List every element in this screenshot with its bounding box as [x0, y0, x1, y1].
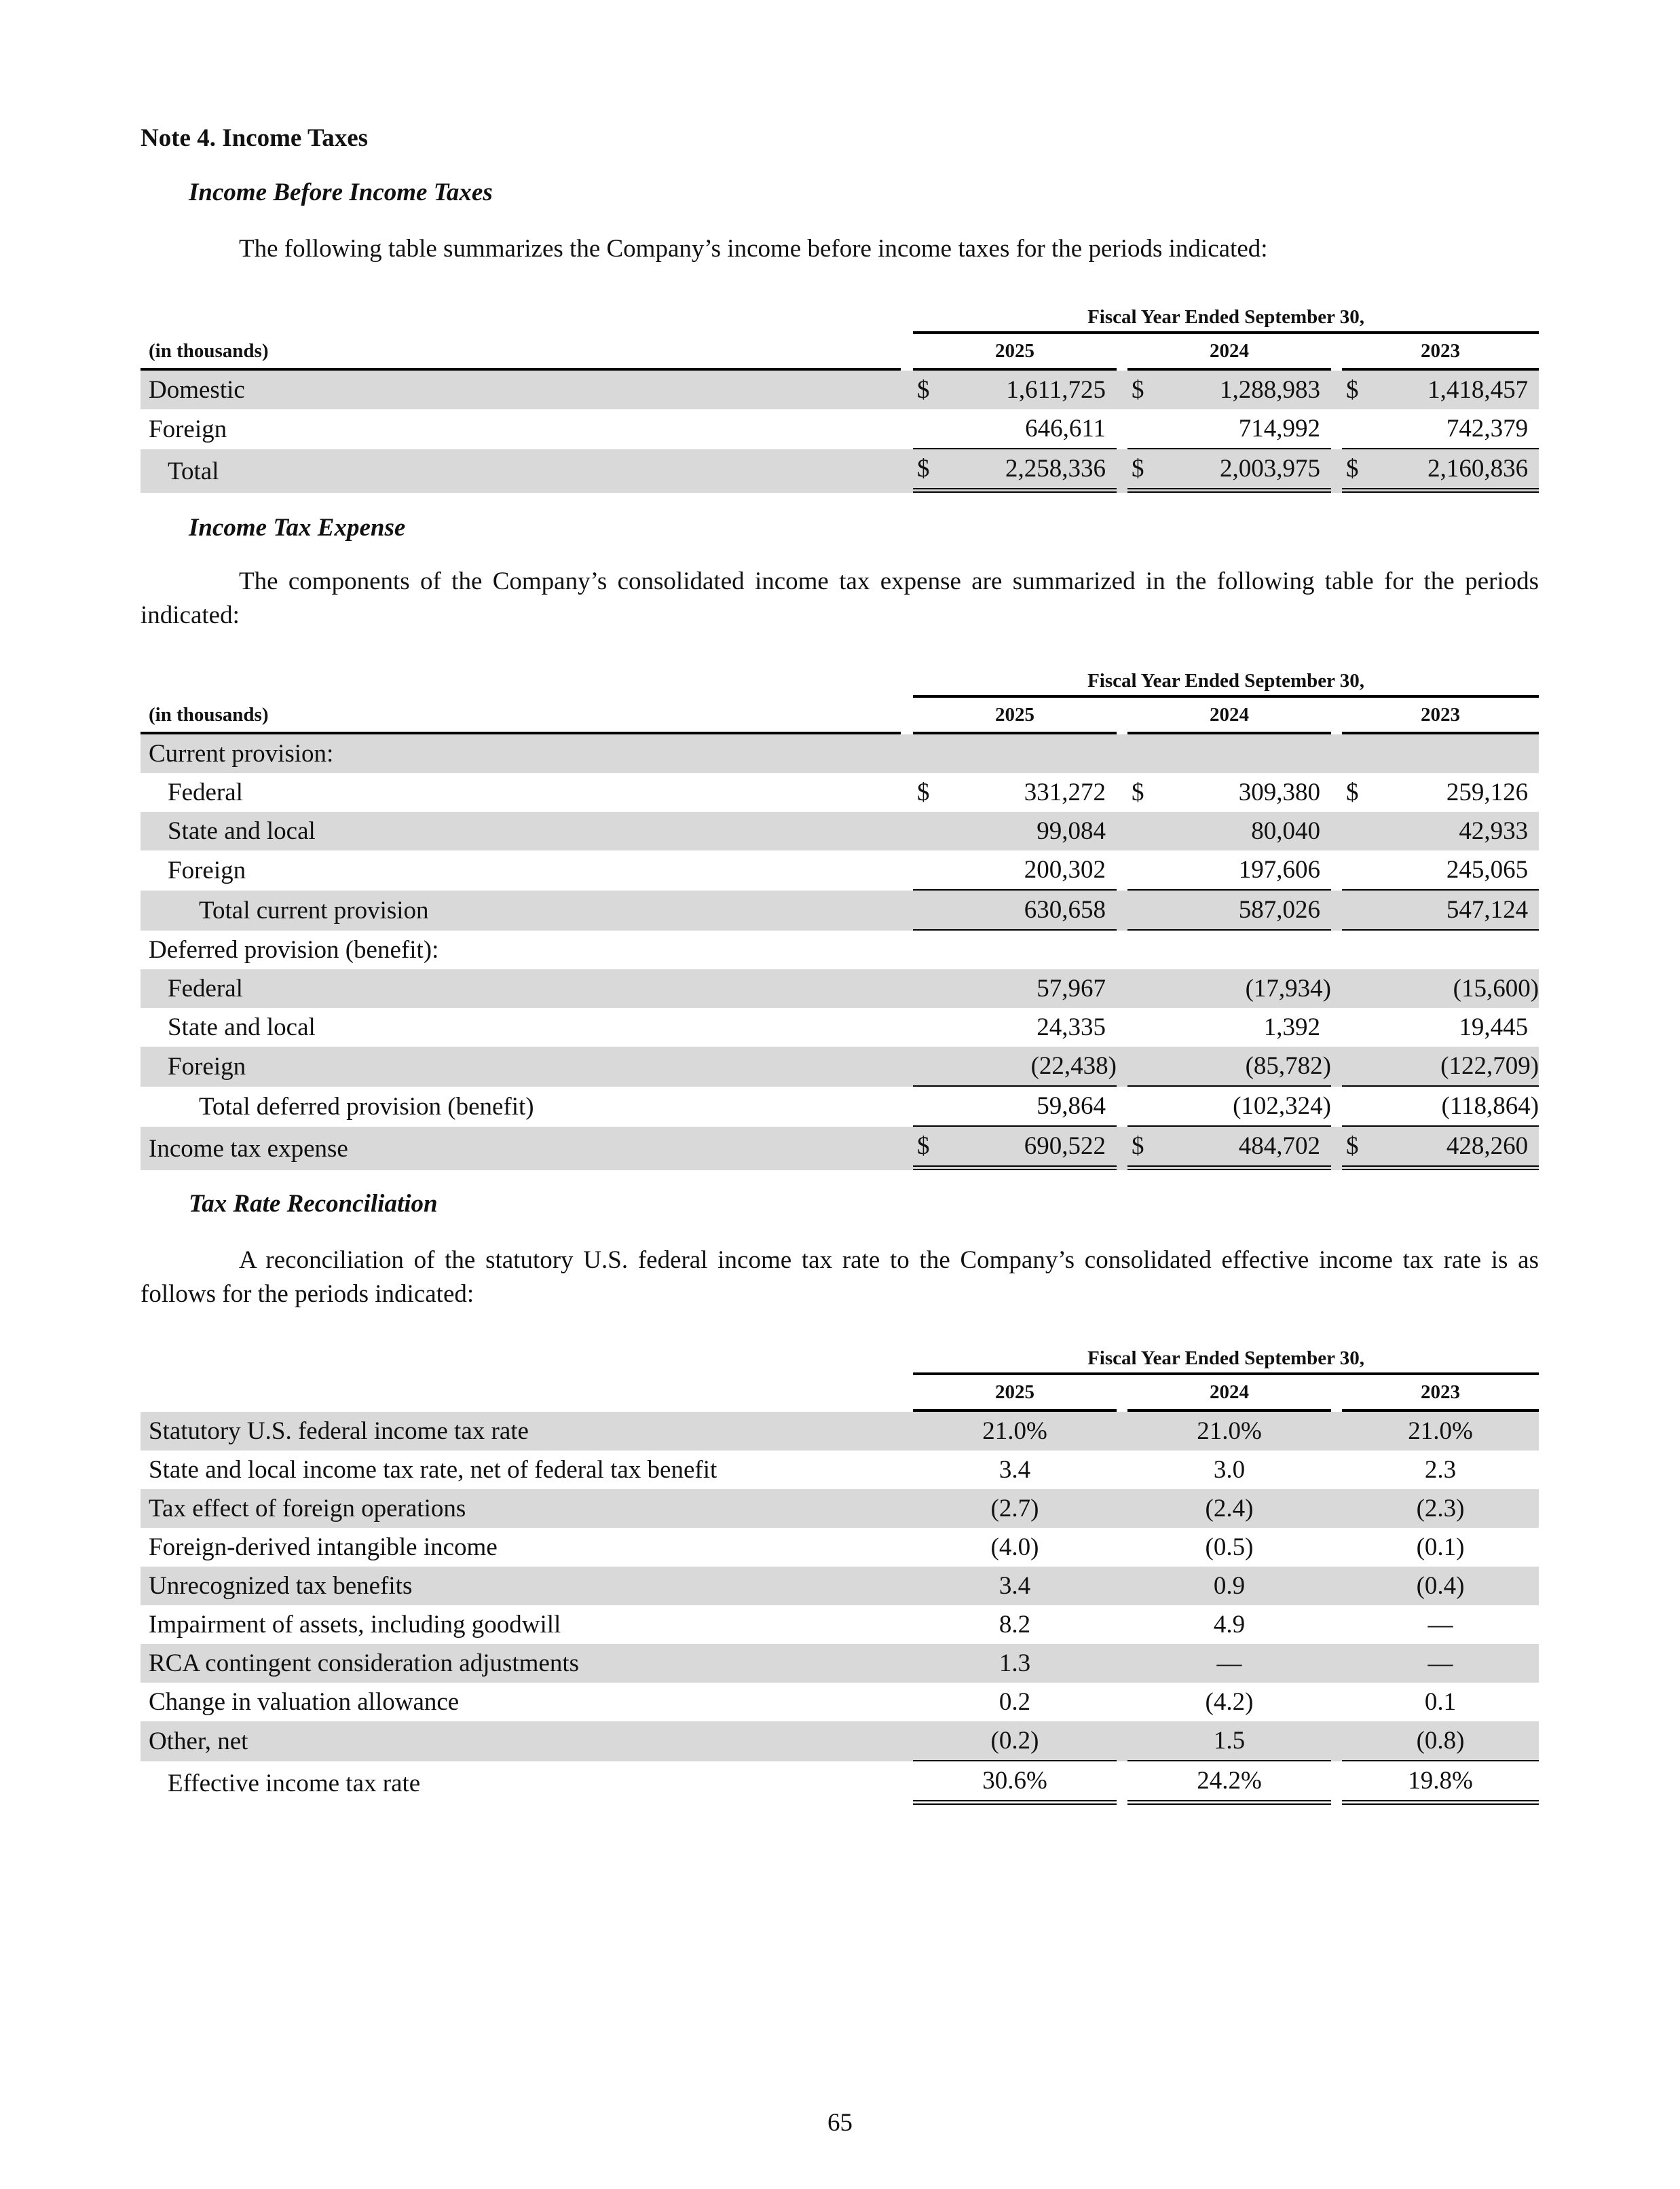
- table-row: [141, 1528, 1539, 1567]
- section-title-income-before-taxes: Income Before Income Taxes: [189, 179, 493, 206]
- currency-symbol: $: [1132, 1132, 1144, 1160]
- value-cell: [1342, 1127, 1539, 1170]
- cell-value: 21.0%: [1342, 1412, 1539, 1451]
- cell-value: 0.9: [1127, 1567, 1331, 1605]
- cell-value: 42,933: [1342, 812, 1539, 850]
- cell-value: 742,379: [1342, 409, 1539, 449]
- cell-value: 259,126: [1446, 779, 1529, 806]
- value-cell: [1127, 449, 1331, 493]
- cell-value: (0.5): [1205, 1533, 1254, 1561]
- cell-value: 2.3: [1424, 1456, 1457, 1484]
- table-row: [141, 1567, 1539, 1605]
- cell-value: (85,782): [1127, 1047, 1331, 1087]
- row-label: Total current provision: [141, 891, 901, 931]
- cell-value: 57,967: [913, 969, 1117, 1008]
- fiscal-year-header: Fiscal Year Ended September 30,: [913, 667, 1539, 698]
- row-label: Domestic: [141, 371, 901, 409]
- year-header: 2024: [1127, 1375, 1331, 1412]
- table-row: [141, 931, 1539, 969]
- table-row: [141, 734, 1539, 773]
- currency-symbol: $: [1346, 455, 1359, 483]
- cell-value: 1,288,983: [1220, 376, 1320, 404]
- cell-value: —: [1342, 1644, 1539, 1683]
- cell-value: 197,606: [1127, 850, 1331, 891]
- currency-symbol: $: [917, 779, 930, 806]
- cell-value: 2,258,336: [1005, 455, 1106, 483]
- year-header: 2025: [913, 1375, 1117, 1412]
- cell-value: (4.2): [1205, 1688, 1254, 1716]
- value-cell: [1127, 1127, 1331, 1170]
- table-row: [141, 1451, 1539, 1489]
- tax-rate-reconciliation-table: [141, 1344, 1539, 1805]
- row-label: State and local income tax rate, net of federal tax benefit: [149, 1456, 717, 1484]
- row-label: Income tax expense: [141, 1127, 901, 1170]
- row-label: Change in valuation allowance: [149, 1688, 460, 1716]
- year-header: 2023: [1342, 1375, 1539, 1412]
- row-label: Effective income tax rate: [168, 1769, 421, 1797]
- table-row: [141, 1127, 1539, 1170]
- cell-value: 587,026: [1127, 891, 1331, 931]
- row-label: Unrecognized tax benefits: [141, 1567, 901, 1605]
- table-row: [141, 812, 1539, 850]
- row-label: Current provision:: [141, 734, 901, 773]
- cell-value: 30.6%: [913, 1761, 1117, 1805]
- cell-value: 24.2%: [1127, 1761, 1331, 1805]
- cell-value: 24,335: [1037, 1013, 1106, 1041]
- cell-value: 331,272: [1024, 779, 1106, 806]
- year-header: 2025: [913, 698, 1117, 734]
- currency-symbol: $: [1346, 1132, 1359, 1160]
- currency-symbol: $: [1132, 376, 1144, 404]
- table-row: [141, 850, 1539, 891]
- cell-value: —: [1127, 1644, 1331, 1683]
- section-intro-tax-rate-reconciliation: A reconciliation of the statutory U.S. federal income tax rate to the Company’s consolidated effective income tax rate is as follows for the periods indicated:: [141, 1246, 1539, 1308]
- cell-value: 2,160,836: [1427, 455, 1529, 483]
- cell-value: 0.1: [1424, 1688, 1457, 1716]
- section-intro-income-tax-expense: The components of the Company’s consolidated income tax expense are summarized in the following table for the periods indicated:: [141, 567, 1539, 629]
- cell-value: 2,003,975: [1220, 455, 1320, 483]
- year-header: 2025: [913, 334, 1117, 371]
- currency-symbol: $: [917, 1132, 930, 1160]
- cell-value: (102,324): [1127, 1087, 1331, 1127]
- cell-value: 714,992: [1127, 409, 1331, 449]
- cell-value: 690,522: [1024, 1132, 1106, 1160]
- cell-value: 19.8%: [1342, 1761, 1539, 1805]
- value-cell: [913, 449, 1117, 493]
- cell-value: (0.1): [1416, 1533, 1465, 1561]
- row-label: Foreign: [168, 857, 246, 884]
- cell-value: 309,380: [1238, 779, 1320, 806]
- cell-value: (122,709): [1342, 1047, 1539, 1087]
- row-label: Federal: [141, 969, 901, 1008]
- row-label: Federal: [168, 779, 243, 806]
- cell-value: 1.3: [913, 1644, 1117, 1683]
- cell-value: (2.7): [913, 1489, 1117, 1528]
- row-label: Impairment of assets, including goodwill: [149, 1611, 561, 1639]
- value-cell: [913, 1127, 1117, 1170]
- row-label: State and local: [141, 812, 901, 850]
- cell-value: 80,040: [1127, 812, 1331, 850]
- currency-symbol: $: [1132, 779, 1144, 806]
- row-label: Total: [141, 449, 901, 493]
- table-row: [141, 1644, 1539, 1683]
- year-header: 2023: [1342, 334, 1539, 371]
- cell-value: (0.2): [913, 1721, 1117, 1761]
- cell-value: (2.4): [1127, 1489, 1331, 1528]
- table-row: [141, 1008, 1539, 1047]
- cell-value: 99,084: [913, 812, 1117, 850]
- cell-value: 19,445: [1459, 1013, 1529, 1041]
- value-cell: [1127, 773, 1331, 812]
- cell-value: 1,611,725: [1006, 376, 1106, 404]
- row-label: Foreign: [141, 1047, 901, 1087]
- table-row: [141, 1605, 1539, 1644]
- cell-value: 3.0: [1213, 1456, 1246, 1484]
- row-label: Foreign: [149, 415, 227, 443]
- unit-label: (in thousands): [141, 334, 901, 371]
- table-row: [141, 409, 1539, 449]
- section-title-income-tax-expense: Income Tax Expense: [189, 514, 406, 542]
- year-header: 2023: [1342, 698, 1539, 734]
- currency-symbol: $: [1346, 779, 1359, 806]
- income-before-taxes-table: [141, 303, 1539, 493]
- cell-value: 200,302: [913, 850, 1117, 891]
- cell-value: 4.9: [1213, 1611, 1246, 1639]
- table-row: [141, 1412, 1539, 1451]
- cell-value: (0.4): [1342, 1567, 1539, 1605]
- cell-value: 3.4: [913, 1567, 1117, 1605]
- income-tax-expense-table: [141, 667, 1539, 1170]
- table-row: [141, 1047, 1539, 1087]
- table-row: [141, 1683, 1539, 1721]
- value-cell: [1342, 371, 1539, 409]
- row-label: Other, net: [141, 1721, 901, 1761]
- currency-symbol: $: [917, 455, 930, 483]
- cell-value: 245,065: [1342, 850, 1539, 891]
- currency-symbol: $: [917, 376, 930, 404]
- table-row: [141, 1721, 1539, 1761]
- row-label: RCA contingent consideration adjustments: [141, 1644, 901, 1683]
- cell-value: 646,611: [913, 409, 1117, 449]
- table-row: [141, 969, 1539, 1008]
- cell-value: 1,418,457: [1427, 376, 1529, 404]
- cell-value: (0.8): [1342, 1721, 1539, 1761]
- cell-value: 428,260: [1446, 1132, 1529, 1160]
- note-title: Note 4. Income Taxes: [141, 124, 369, 152]
- value-cell: [913, 773, 1117, 812]
- cell-value: (4.0): [990, 1533, 1039, 1561]
- currency-symbol: $: [1132, 455, 1144, 483]
- fiscal-year-header: Fiscal Year Ended September 30,: [913, 1344, 1539, 1375]
- table-row: [141, 891, 1539, 931]
- currency-symbol: $: [1346, 376, 1359, 404]
- cell-value: 1.5: [1127, 1721, 1331, 1761]
- value-cell: [1127, 371, 1331, 409]
- row-label: Deferred provision (benefit):: [149, 936, 439, 964]
- cell-value: 59,864: [913, 1087, 1117, 1127]
- cell-value: (118,864): [1342, 1087, 1539, 1127]
- fiscal-year-header: Fiscal Year Ended September 30,: [913, 303, 1539, 334]
- section-intro-income-before-taxes: The following table summarizes the Company’s income before income taxes for the periods indicated:: [239, 235, 1268, 263]
- unit-label: (in thousands): [141, 698, 901, 734]
- cell-value: 3.4: [998, 1456, 1031, 1484]
- row-label: State and local: [168, 1013, 316, 1041]
- table-row: [141, 1087, 1539, 1127]
- cell-value: 0.2: [998, 1688, 1031, 1716]
- table-row: [141, 1761, 1539, 1805]
- cell-value: (15,600): [1342, 969, 1539, 1008]
- cell-value: 8.2: [998, 1611, 1031, 1639]
- value-cell: [1342, 449, 1539, 493]
- table-row: [141, 773, 1539, 812]
- table-row: [141, 1489, 1539, 1528]
- page-number: 65: [827, 2109, 853, 2137]
- cell-value: (2.3): [1342, 1489, 1539, 1528]
- year-header: 2024: [1127, 334, 1331, 371]
- value-cell: [1342, 773, 1539, 812]
- cell-value: —: [1427, 1611, 1453, 1639]
- table-row: [141, 449, 1539, 493]
- cell-value: 1,392: [1263, 1013, 1320, 1041]
- row-label: Total deferred provision (benefit): [199, 1093, 534, 1121]
- cell-value: (22,438): [913, 1047, 1117, 1087]
- year-header: 2024: [1127, 698, 1331, 734]
- cell-value: 484,702: [1238, 1132, 1320, 1160]
- row-label: Tax effect of foreign operations: [141, 1489, 901, 1528]
- row-label: Statutory U.S. federal income tax rate: [141, 1412, 901, 1451]
- section-title-tax-rate-reconciliation: Tax Rate Reconciliation: [189, 1190, 438, 1218]
- value-cell: [913, 371, 1117, 409]
- cell-value: 21.0%: [913, 1412, 1117, 1451]
- cell-value: 630,658: [913, 891, 1117, 931]
- cell-value: (17,934): [1127, 969, 1331, 1008]
- row-label: Foreign-derived intangible income: [149, 1533, 498, 1561]
- cell-value: 21.0%: [1127, 1412, 1331, 1451]
- table-row: [141, 371, 1539, 409]
- cell-value: 547,124: [1342, 891, 1539, 931]
